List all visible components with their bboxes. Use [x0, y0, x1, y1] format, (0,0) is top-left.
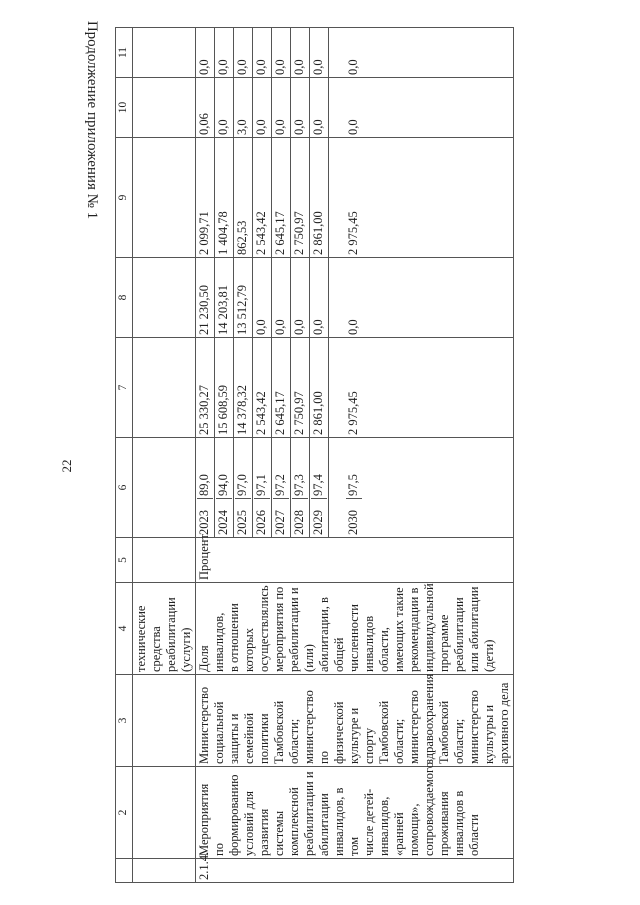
- header-col-6: 6: [116, 438, 133, 538]
- col7-cell: 25 330,27 15 608,59 14 378,32 2 543,42 2 645,17 2 750,97 2 861,00 2 975,45: [196, 338, 514, 438]
- header-col-2: 2: [116, 767, 133, 859]
- header-col-1: [116, 859, 133, 883]
- rotated-table-container: [115, 28, 511, 883]
- executor-cell: Министерство социальной защиты и семейной политики Тамбовской области; министерство по физической культуре и спорту Тамбовской области; министерство здравоохранения Тамбовской области; министерство культуры и архивного дела: [196, 675, 514, 767]
- year-value-cell: 2023 89,0 2024 94,0 2025 97,0 2026 97,1 2027 97,2 2028 97,3 2029 97,4 2030 97,5: [196, 438, 514, 538]
- header-col-11: 11: [116, 28, 133, 78]
- appendix-title: Продолжение приложения № 1: [84, 20, 100, 220]
- page-number: 22: [59, 459, 74, 473]
- col11-cell: 0,0 0,0 0,0 0,0 0,0 0,0 0,0 0,0: [196, 28, 514, 78]
- continuation-row: [133, 28, 196, 883]
- col10-cell: 0,06 0,0 3,0 0,0 0,0 0,0 0,0 0,0: [196, 78, 514, 138]
- table-viewport: [115, 28, 511, 883]
- header-col-8: 8: [116, 258, 133, 338]
- unit-cell: Процент: [196, 538, 514, 583]
- row-number: 2.1.4.: [196, 859, 514, 883]
- header-col-4: 4: [116, 583, 133, 675]
- header-col-10: 10: [116, 78, 133, 138]
- header-col-5: 5: [116, 538, 133, 583]
- program-table: [115, 27, 514, 883]
- table-row: [196, 28, 514, 883]
- header-col-3: 3: [116, 675, 133, 767]
- col8-cell: 21 230,50 14 203,81 13 512,79 0,0 0,0 0,0 0,0 0,0: [196, 258, 514, 338]
- indicator-continuation: технические средства реабилитации (услуги): [133, 583, 196, 675]
- col9-cell: 2 099,71 1 404,78 862,53 2 543,42 2 645,17 2 750,97 2 861,00 2 975,45: [196, 138, 514, 258]
- indicator-cell: Доля инвалидов, в отношении которых осуществлялись мероприятия по реабилитации и (или) абилитации, в общей численности инвалидов области, имеющих такие рекомендации в индивидуальной программе реабилитации или абилитации (дети): [196, 583, 514, 675]
- header-col-9: 9: [116, 138, 133, 258]
- measure-cell: Мероприятия по формированию условий для развития системы комплексной реабилитации и абилитации инвалидов, в том числе детей- инвалидов, «ранней помощи», сопровождаемого проживания инвалидов в области: [196, 767, 514, 859]
- header-col-7: 7: [116, 338, 133, 438]
- header-row: [116, 28, 133, 883]
